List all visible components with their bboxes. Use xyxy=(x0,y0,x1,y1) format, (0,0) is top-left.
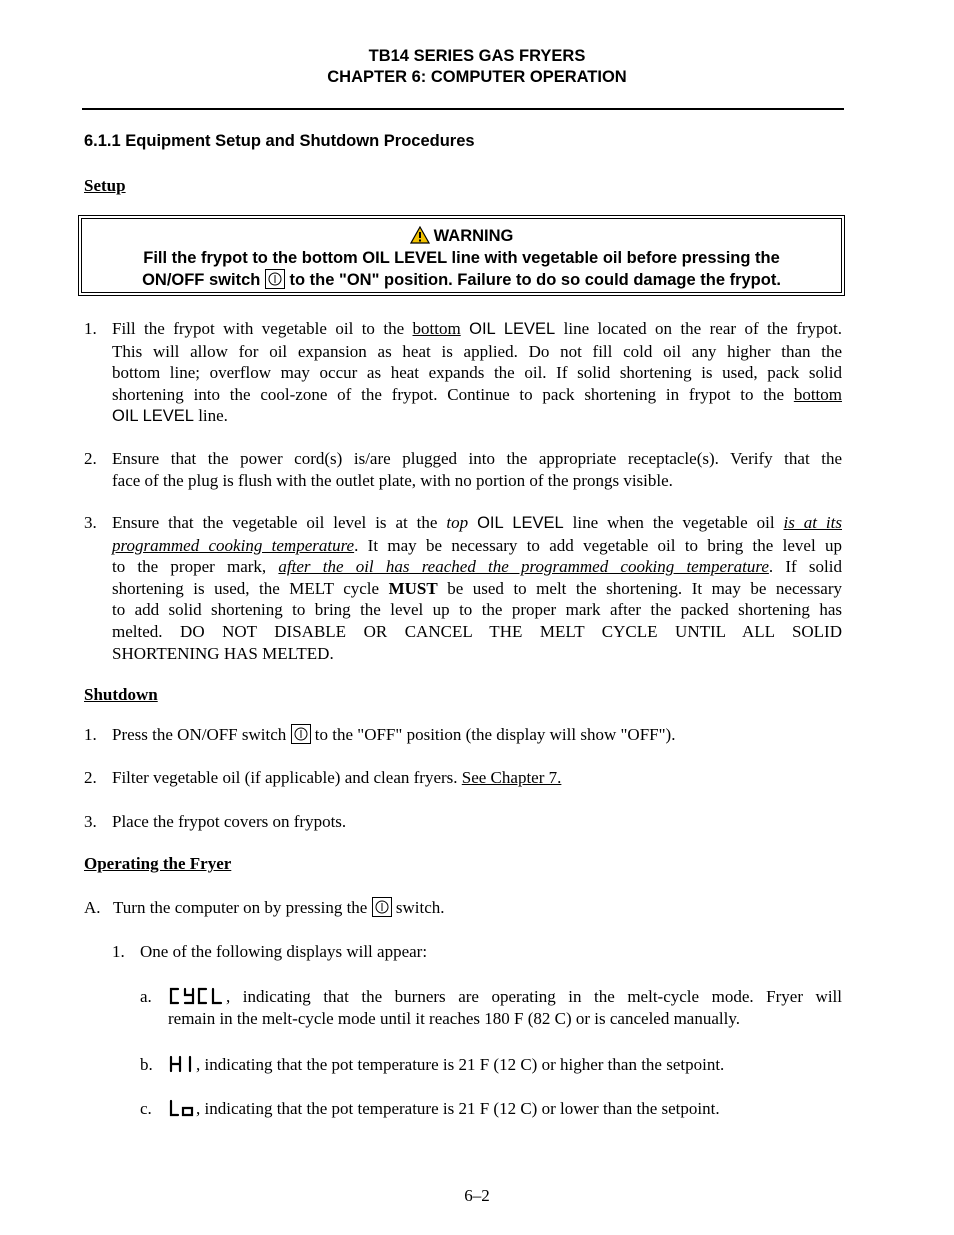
warning-triangle-icon xyxy=(410,226,430,244)
operating-heading: Operating the Fryer xyxy=(84,854,232,873)
doc-header-title: TB14 SERIES GAS FRYERS xyxy=(368,47,586,65)
display-code-lo xyxy=(168,1099,196,1117)
power-switch-icon xyxy=(291,724,311,744)
header-rule xyxy=(82,108,844,110)
display-code-cycl xyxy=(168,987,226,1005)
setup-item-1-line: Fill the frypot with vegetable oil to the bottom OIL LEVEL line located on the rear of the frypot. xyxy=(112,319,843,338)
power-switch-icon xyxy=(265,269,285,289)
page-number: 6–2 xyxy=(464,1186,490,1205)
shutdown-heading: Shutdown xyxy=(84,685,158,704)
doc-header-chapter: CHAPTER 6: COMPUTER OPERATION xyxy=(327,68,627,86)
see-chapter-7-link[interactable]: See Chapter 7. xyxy=(461,768,562,787)
warning-box xyxy=(81,218,842,293)
setup-heading: Setup xyxy=(84,176,126,195)
warning-line-2-end: to the "ON" position. Failure to do so could damage the frypot. xyxy=(289,271,781,289)
warning-line-1: Fill the frypot to the bottom OIL LEVEL line with vegetable oil before pressing the xyxy=(143,249,780,267)
section-title: 6.1.1 Equipment Setup and Shutdown Procedures xyxy=(84,132,475,150)
warning-title: WARNING xyxy=(433,227,514,245)
power-switch-icon xyxy=(372,897,392,917)
warning-line-2-start: ON/OFF switch xyxy=(142,271,261,289)
display-code-hi xyxy=(168,1055,196,1073)
